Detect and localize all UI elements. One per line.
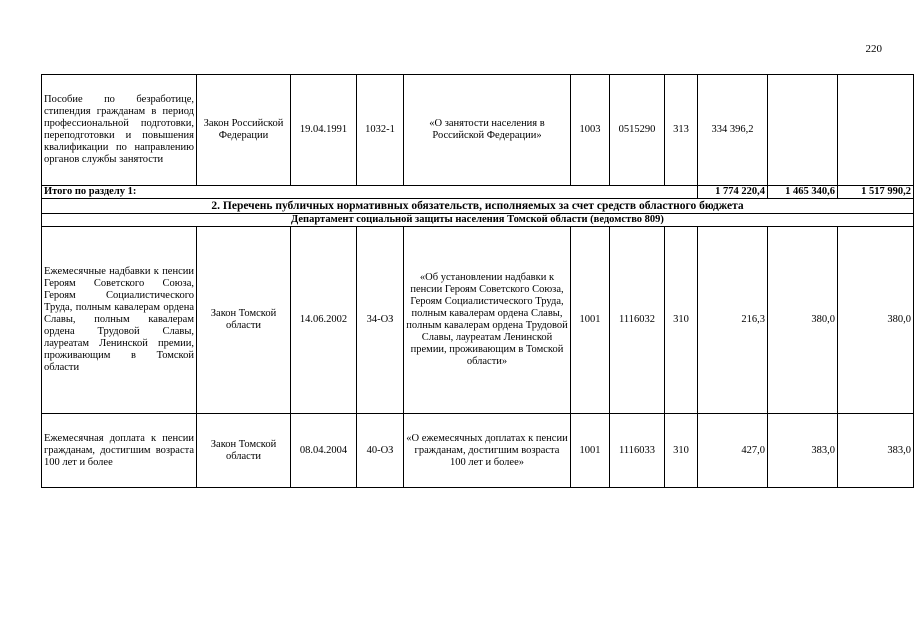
document-number: 1032-1 <box>357 75 404 186</box>
obligation-name: Ежемесячные надбавки к пенсии Героям Советского Союза, Героям Социалистического Труда, полным кавалерам ордена Славы, полным кавалерам ордена Трудовой Славы, лауреатам Ленинской премии, проживающим в Томской области <box>42 227 197 414</box>
section-code: 1001 <box>571 414 610 488</box>
document-date: 19.04.1991 <box>291 75 357 186</box>
section-code: 1003 <box>571 75 610 186</box>
amount-year-1: 216,3 <box>698 227 768 414</box>
amount-year-1: 427,0 <box>698 414 768 488</box>
amount-year-2: 383,0 <box>768 414 838 488</box>
document-title: «Об установлении надбавки к пенсии Героям Советского Союза, Героям Социалистического Труда, полным кавалерам ордена Славы, полным кавалерам ордена Трудовой Славы, лауреатам Ленинской премии, проживающим в Томской области» <box>404 227 571 414</box>
total-amount-year-3: 1 517 990,2 <box>838 186 914 199</box>
table-row <box>42 75 914 186</box>
document-type: Закон Томской области <box>197 414 291 488</box>
amount-year-3: 383,0 <box>838 414 914 488</box>
document-type: Закон Российской Федерации <box>197 75 291 186</box>
expense-type-code: 313 <box>665 75 698 186</box>
document-date: 08.04.2004 <box>291 414 357 488</box>
obligation-name: Пособие по безработице, стипендия гражданам в период профессиональной подготовки, переподготовки и повышения квалификации по направлению органов службы занятости <box>42 75 197 186</box>
total-amount-year-1: 1 774 220,4 <box>698 186 768 199</box>
document-title: «О ежемесячных доплатах к пенсии гражданам, достигшим возраста 100 лет и более» <box>404 414 571 488</box>
document-date: 14.06.2002 <box>291 227 357 414</box>
amount-year-2 <box>768 75 838 186</box>
department-title: Департамент социальной защиты населения Томской области (ведомство 809) <box>42 214 914 227</box>
obligations-table <box>41 74 914 488</box>
department-row <box>42 214 914 227</box>
document-type: Закон Томской области <box>197 227 291 414</box>
document-title: «О занятости населения в Российской Федерации» <box>404 75 571 186</box>
expense-type-code: 310 <box>665 227 698 414</box>
total-row <box>42 186 914 199</box>
amount-year-2: 380,0 <box>768 227 838 414</box>
expense-type-code: 310 <box>665 414 698 488</box>
target-code: 1116032 <box>610 227 665 414</box>
amount-year-3 <box>838 75 914 186</box>
target-code: 0515290 <box>610 75 665 186</box>
amount-year-3: 380,0 <box>838 227 914 414</box>
table-row <box>42 414 914 488</box>
total-amount-year-2: 1 465 340,6 <box>768 186 838 199</box>
total-label: Итого по разделу 1: <box>42 186 698 199</box>
table-row <box>42 227 914 414</box>
page-number: 220 <box>865 43 882 55</box>
amount-year-1: 334 396,2 <box>698 75 768 186</box>
document-number: 40-ОЗ <box>357 414 404 488</box>
target-code: 1116033 <box>610 414 665 488</box>
obligation-name: Ежемесячная доплата к пенсии гражданам, достигшим возраста 100 лет и более <box>42 414 197 488</box>
section-title: 2. Перечень публичных нормативных обязательств, исполняемых за счет средств областного бюджета <box>42 199 914 214</box>
document-number: 34-ОЗ <box>357 227 404 414</box>
section-code: 1001 <box>571 227 610 414</box>
section-heading-row <box>42 199 914 214</box>
